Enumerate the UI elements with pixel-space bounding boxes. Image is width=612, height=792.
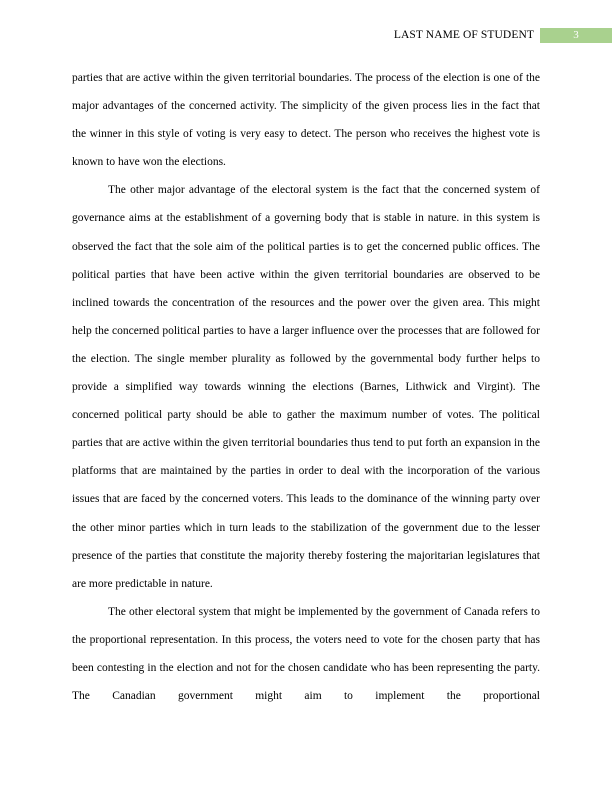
- header-title: LAST NAME OF STUDENT: [393, 29, 534, 41]
- paragraph-2: The other major advantage of the electoral system is the fact that the concerned system of governance aims at the establishment of a governing body that is stable in nature. in this system is observed the fact that the sole aim of the political parties is to get the concerned public offices. The political parties that have been active within the given territorial boundaries are observed to be inclined towards the concentration of the resources and the power over the given area. This might help the concerned political parties to have a larger influence over the processes that are followed for the election. The single member plurality as followed by the governmental body further helps to provide a simplified way towards winning the elections (Barnes, Lithwick and Virgint). The concerned political party should be able to gather the maximum number of votes. The political parties that are active within the given territorial boundaries thus tend to put forth an expansion in the platforms that are maintained by the parties in order to deal with the incorporation of the various issues that are faced by the concerned voters. This leads to the dominance of the winning party over the other minor parties which in turn leads to the stabilization of the government due to the lesser presence of the parties that constitute the majority thereby fostering the majoritarian legislatures that are more predictable in nature.: [72, 184, 540, 590]
- running-header: [0, 28, 612, 44]
- document-body: [72, 64, 540, 710]
- paragraph-1: parties that are active within the given territorial boundaries. The process of the election is one of the major advantages of the concerned activity. The simplicity of the given process lies in the fact that the winner in this style of voting is very easy to detect. The person who receives the highest vote is known to have won the elections.: [72, 72, 540, 169]
- page-number: 3: [540, 28, 612, 43]
- paragraph-3: The other electoral system that might be implemented by the government of Canada refers to the proportional representation. In this process, the voters need to vote for the chosen party that has been contesting in the election and not for the chosen candidate who has been representing the party. The Canadian government might aim to implement the proportional: [72, 605, 540, 703]
